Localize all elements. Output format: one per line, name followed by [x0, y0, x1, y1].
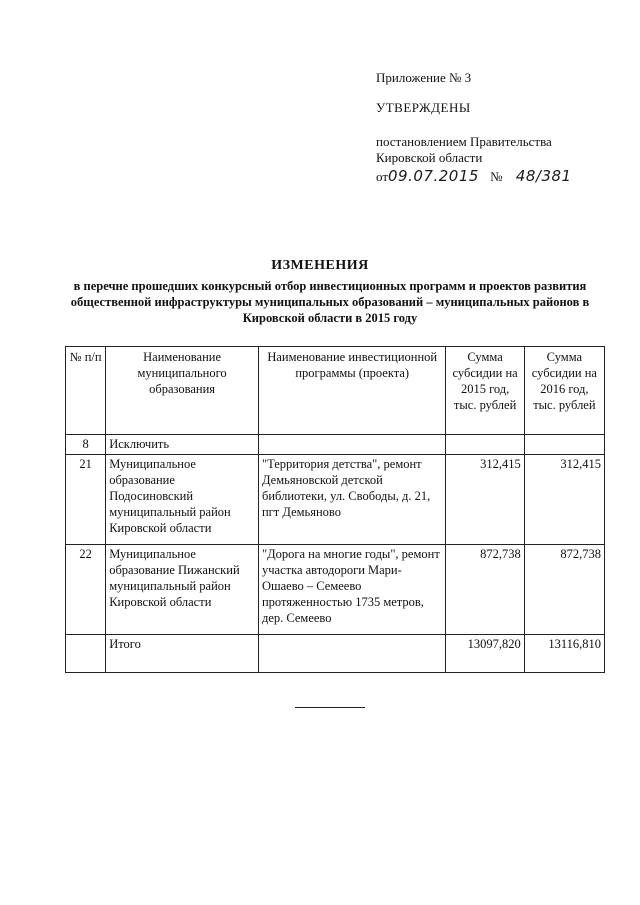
row-program [258, 435, 445, 455]
header-sum-2015: Сумма субсидии на 2015 год, тыс. рублей [446, 347, 524, 435]
total-sum-2016: 13116,810 [524, 635, 604, 673]
row-municipality: Муниципальное образование Пижанский муниципальный район Кировской области [106, 545, 259, 635]
closing-rule [295, 707, 365, 708]
approval-block [376, 70, 616, 185]
table-row [66, 435, 605, 455]
document-subtitle: в перечне прошедших конкурсный отбор инвестиционных программ и проектов развития общественной инфраструктуры муниципальных образований – муниципальных районов в Кировской области в 2015 году [70, 279, 590, 325]
row-sum-2015: 312,415 [446, 455, 524, 545]
decree-date-line [376, 168, 616, 185]
row-program: "Дорога на многие годы", ремонт участка автодороги Мари-Ошаево – Семеево протяженностью 1735 метров, дер. Семеево [258, 545, 445, 635]
row-municipality: Исключить [106, 435, 259, 455]
table-row [66, 545, 605, 635]
row-sum-2015: 872,738 [446, 545, 524, 635]
table-header-row [66, 347, 605, 435]
total-label: Итого [106, 635, 259, 673]
row-sum-2016 [524, 435, 604, 455]
row-municipality: Муниципальное образование Подосиновский муниципальный район Кировской области [106, 455, 259, 545]
date-prefix: от [376, 169, 389, 184]
table-total-row [66, 635, 605, 673]
region-line: Кировской области [376, 150, 483, 165]
header-num: № п/п [66, 347, 106, 435]
table-row [66, 455, 605, 545]
row-sum-2015 [446, 435, 524, 455]
header-program: Наименование инвестиционной программы (проекта) [258, 347, 445, 435]
header-sum-2016: Сумма субсидии на 2016 год, тыс. рублей [524, 347, 604, 435]
row-num: 22 [66, 545, 106, 635]
row-num: 8 [66, 435, 106, 455]
handwritten-number: 48/381 [515, 167, 572, 185]
approved-label: УТВЕРЖДЕНЫ [376, 100, 471, 115]
header-municipality: Наименование муниципального образования [106, 347, 259, 435]
row-num: 21 [66, 455, 106, 545]
document-title: ИЗМЕНЕНИЯ [271, 258, 369, 273]
total-program [258, 635, 445, 673]
number-label: № [490, 169, 503, 184]
row-program: "Территория детства", ремонт Демьяновской детской библиотеки, ул. Свободы, д. 21, пгт Демьяново [258, 455, 445, 545]
annex-label: Приложение № 3 [376, 70, 472, 85]
total-sum-2015: 13097,820 [446, 635, 524, 673]
changes-table [65, 346, 605, 673]
decree-line: постановлением Правительства [376, 134, 552, 149]
row-sum-2016: 312,415 [524, 455, 604, 545]
handwritten-date: 09.07.2015 [388, 167, 479, 185]
row-sum-2016: 872,738 [524, 545, 604, 635]
total-num [66, 635, 106, 673]
